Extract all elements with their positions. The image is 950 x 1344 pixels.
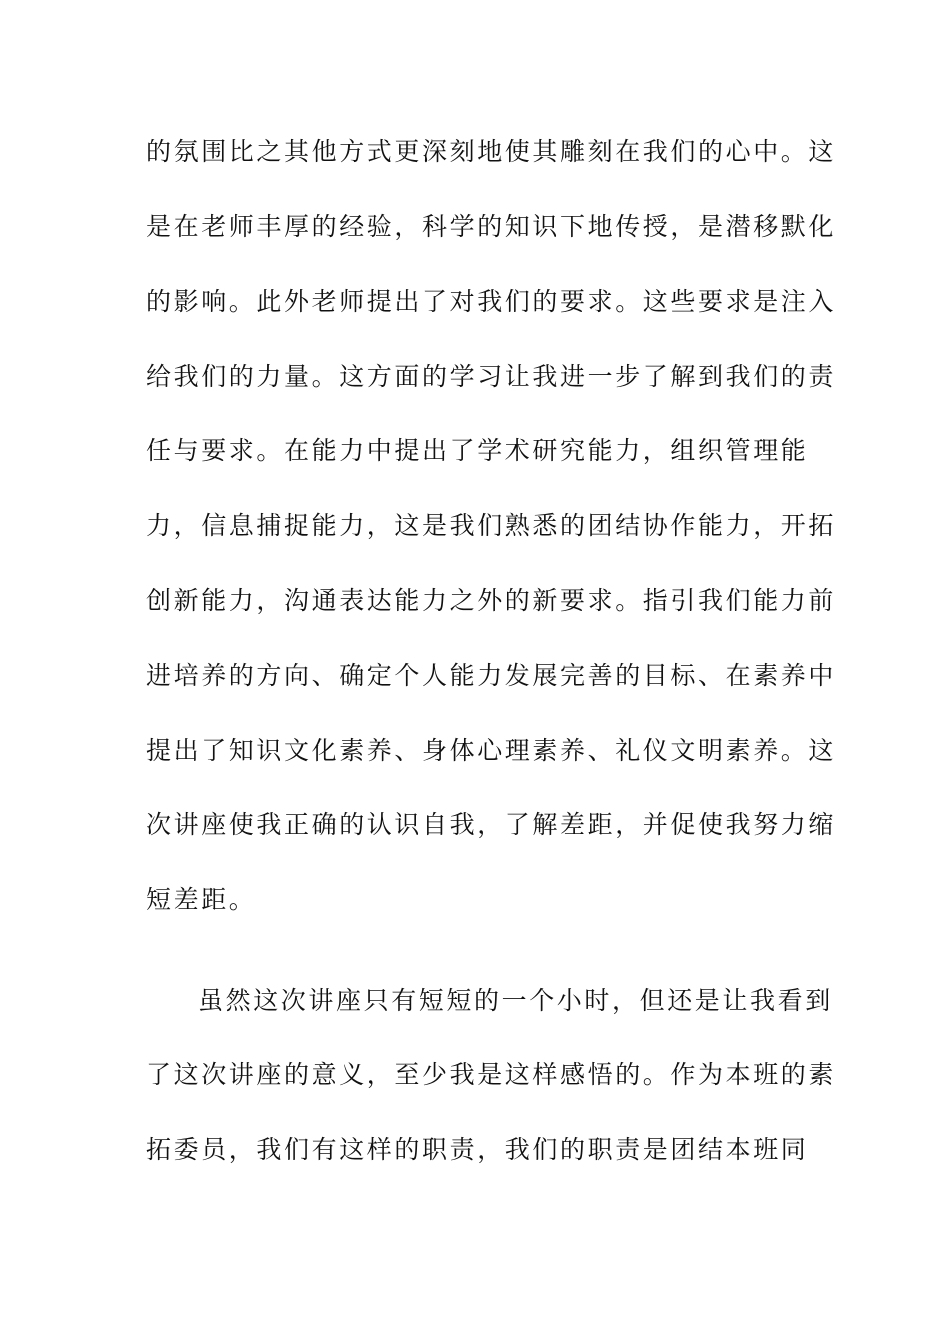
text-line: 拓委员，我们有这样的职责，我们的职责是团结本班同 bbox=[146, 1135, 809, 1164]
text-line: 的氛围比之其他方式更深刻地使其雕刻在我们的心中。这 bbox=[146, 137, 837, 166]
text-line: 给我们的力量。这方面的学习让我进一步了解到我们的责 bbox=[146, 362, 837, 391]
text-line: 了这次讲座的意义，至少我是这样感悟的。作为本班的素 bbox=[146, 1060, 837, 1089]
text-line: 虽然这次讲座只有短短的一个小时，但还是让我看到 bbox=[198, 986, 833, 1015]
text-line: 次讲座使我正确的认识自我，了解差距，并促使我努力缩 bbox=[146, 810, 837, 839]
text-line: 任与要求。在能力中提出了学术研究能力，组织管理能 bbox=[146, 436, 809, 465]
text-line: 短差距。 bbox=[146, 885, 257, 914]
text-line: 提出了知识文化素养、身体心理素养、礼仪文明素养。这 bbox=[146, 736, 837, 765]
text-line: 力，信息捕捉能力，这是我们熟悉的团结协作能力，开拓 bbox=[146, 511, 837, 540]
text-line: 是在老师丰厚的经验，科学的知识下地传授，是潜移默化 bbox=[146, 212, 837, 241]
text-line: 进培养的方向、确定个人能力发展完善的目标、在素养中 bbox=[146, 661, 837, 690]
text-line: 创新能力，沟通表达能力之外的新要求。指引我们能力前 bbox=[146, 586, 837, 615]
text-line: 的影响。此外老师提出了对我们的要求。这些要求是注入 bbox=[146, 287, 837, 316]
